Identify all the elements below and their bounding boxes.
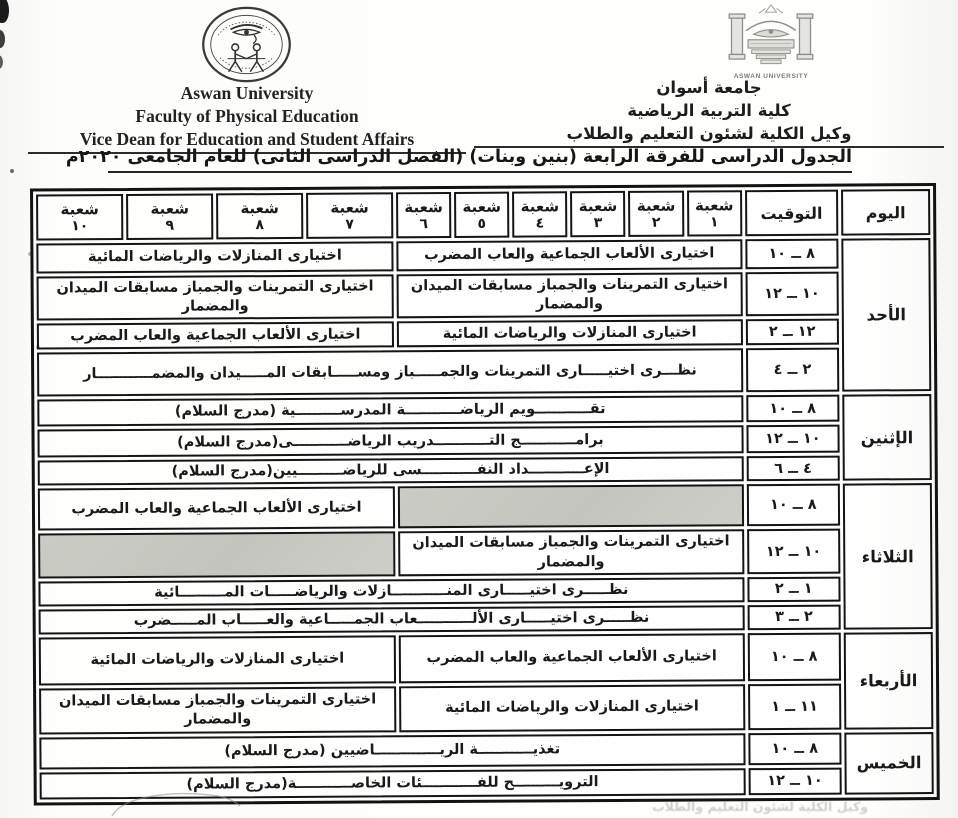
schedule-cell: اختيارى الألعاب الجماعية والعاب المضرب (399, 633, 745, 683)
day-cell-2: الثلاثاء (843, 483, 933, 629)
office-name-ar: وكيل الكلية لشئون التعليم والطلاب (474, 122, 944, 148)
university-emblem-icon (723, 3, 819, 83)
office-name-en: Vice Dean for Education and Student Affairs (28, 128, 466, 154)
scan-smudge (0, 55, 3, 69)
time-cell: ١٠ ــ ١٢ (745, 272, 839, 317)
scan-smudge (0, 0, 9, 23)
time-cell: ١ ــ ٢ (747, 576, 840, 602)
time-cell: ١٢ ــ ٢ (745, 319, 838, 346)
column-header-section-9: شعبة ٩ (126, 193, 213, 240)
time-cell: ١٠ ــ ١٢ (747, 529, 841, 574)
scan-speck (10, 169, 14, 173)
scan-smudge (0, 30, 5, 48)
schedule-cell: برامـــــــــــج التـــــــــــدريب الرياضـــــــــــى(مدرج السلام) (37, 425, 743, 457)
page-title: الجدول الدراسى للفرقة الرابعة (بنين وبنات) (الفصل الدراسى الثانى) للعام الجامعى ٢٠٢٠م (108, 147, 852, 173)
schedule-cell: اختيارى المنازلات والرياضات المائية (39, 635, 396, 685)
schedule-cell: اختيارى المنازلات والرياضات المائية (36, 241, 393, 273)
day-cell-0: الأحد (841, 238, 931, 392)
schedule-cell: نظـــــرى اختيـــــارى المنـــــــــــازلات والرياضـــــات المـــــــــائية (38, 577, 744, 606)
university-name-en: Aswan University (180, 83, 314, 103)
time-cell: ٨ ــ ١٠ (746, 484, 840, 527)
time-cell: ٨ ــ ١٠ (746, 395, 839, 423)
schedule-cell: اختيارى المنازلات والرياضات المائية (399, 684, 745, 732)
arabic-letterhead (474, 76, 944, 148)
schedule-cell: اختيارى الألعاب الجماعية والعاب المضرب (37, 322, 394, 350)
column-header-section-5: شعبة ٥ (454, 192, 509, 238)
time-cell: ٨ ــ ١٠ (748, 732, 841, 765)
time-cell: ٨ ــ ١٠ (745, 239, 838, 270)
column-header-section-1: شعبة ١ (687, 190, 742, 236)
column-header-section-3: شعبة ٣ (570, 191, 625, 237)
schedule-cell: اختيارى المنازلات والرياضات المائية (397, 319, 743, 347)
faculty-name-en: Faculty of Physical Education (135, 106, 359, 126)
schedule-cell: اختيارى التمرينات والجمباز مسابقات الميدان والمضمار (398, 530, 744, 576)
column-header-section-8: شعبة ٨ (216, 193, 303, 240)
column-header-day: اليوم (841, 189, 930, 236)
day-cell-3: الأربعاء (844, 632, 934, 730)
column-header-section-6: شعبة ٦ (396, 192, 451, 238)
faculty-seal-icon (198, 5, 295, 84)
schedule-table (30, 183, 940, 805)
emblem-caption: ASWAN UNIVERSITY (733, 73, 809, 80)
faint-footer-note: وكيل الكلية لشئون التعليم والطلاب (652, 799, 868, 814)
column-header-section-10: شعبة ١٠ (36, 194, 123, 241)
shaded-empty-cell (398, 485, 744, 529)
column-header-section-2: شعبة ٢ (628, 191, 683, 237)
schedule-cell: نظـــــرى اختيـــــارى الألـــــــــــعاب الجمـــــاعية والعـــــاب المـــــضرب (39, 605, 745, 634)
time-cell: ١٠ ــ ١٢ (748, 767, 841, 795)
english-letterhead (28, 82, 466, 154)
column-header-section-7: شعبة ٧ (306, 192, 393, 239)
schedule-cell: الترويـــــــــح للفـــــــــــئات الخاصـــــــــــة(مدرج السلام) (40, 768, 746, 799)
shaded-empty-cell (38, 532, 395, 578)
time-cell: ٨ ــ ١٠ (747, 632, 841, 681)
day-cell-4: الخميس (844, 732, 933, 795)
schedule-cell: تقـــــــــــويم الرياضـــــــــــة المدرســـــــــية (مدرج السلام) (37, 395, 743, 426)
schedule-cell: اختيارى التمرينات والجمباز مسابقات الميدان والمضمار (396, 272, 742, 318)
schedule-cell: اختيارى الألعاب الجماعية والعاب المضرب (38, 487, 395, 531)
university-name-ar: جامعة أسوان (656, 78, 762, 97)
time-cell: ٢ ــ ٣ (747, 604, 840, 630)
day-cell-1: الإثنين (842, 394, 932, 481)
column-header-time: التوقيت (745, 190, 839, 237)
column-header-section-4: شعبة ٤ (512, 191, 567, 237)
schedule-cell: اختيارى التمرينات والجمباز مسابقات الميدان والمضمار (37, 274, 394, 320)
schedule-table-container (30, 183, 944, 805)
schedule-cell: نظـــرى اختيـــــارى التمرينات والجمـــــباز ومســـــابقات المـــــيدان والمضمـــــــــــار (37, 348, 743, 396)
schedule-cell: اختيارى التمرينات والجمباز مسابقات الميدان والمضمار (39, 686, 396, 734)
time-cell: ٤ ــ ٦ (746, 456, 839, 482)
schedule-cell: اختيارى الألعاب الجماعية والعاب المضرب (396, 239, 742, 271)
time-cell: ١١ ــ ١ (748, 683, 842, 730)
schedule-cell: الإعـــــــــــداد النفـــــــــــسى للرياضـــــــــيين(مدرج السلام) (38, 456, 744, 485)
time-cell: ١٠ ــ ١٢ (746, 425, 839, 454)
schedule-cell: تغذيـــــــــــة الريـــــــــــــاضيين (مدرج السلام) (39, 733, 745, 769)
signature-stroke-icon (106, 789, 246, 818)
faculty-name-ar: كلية التربية الرياضية (627, 101, 791, 120)
time-cell: ٢ ــ ٤ (746, 348, 840, 393)
